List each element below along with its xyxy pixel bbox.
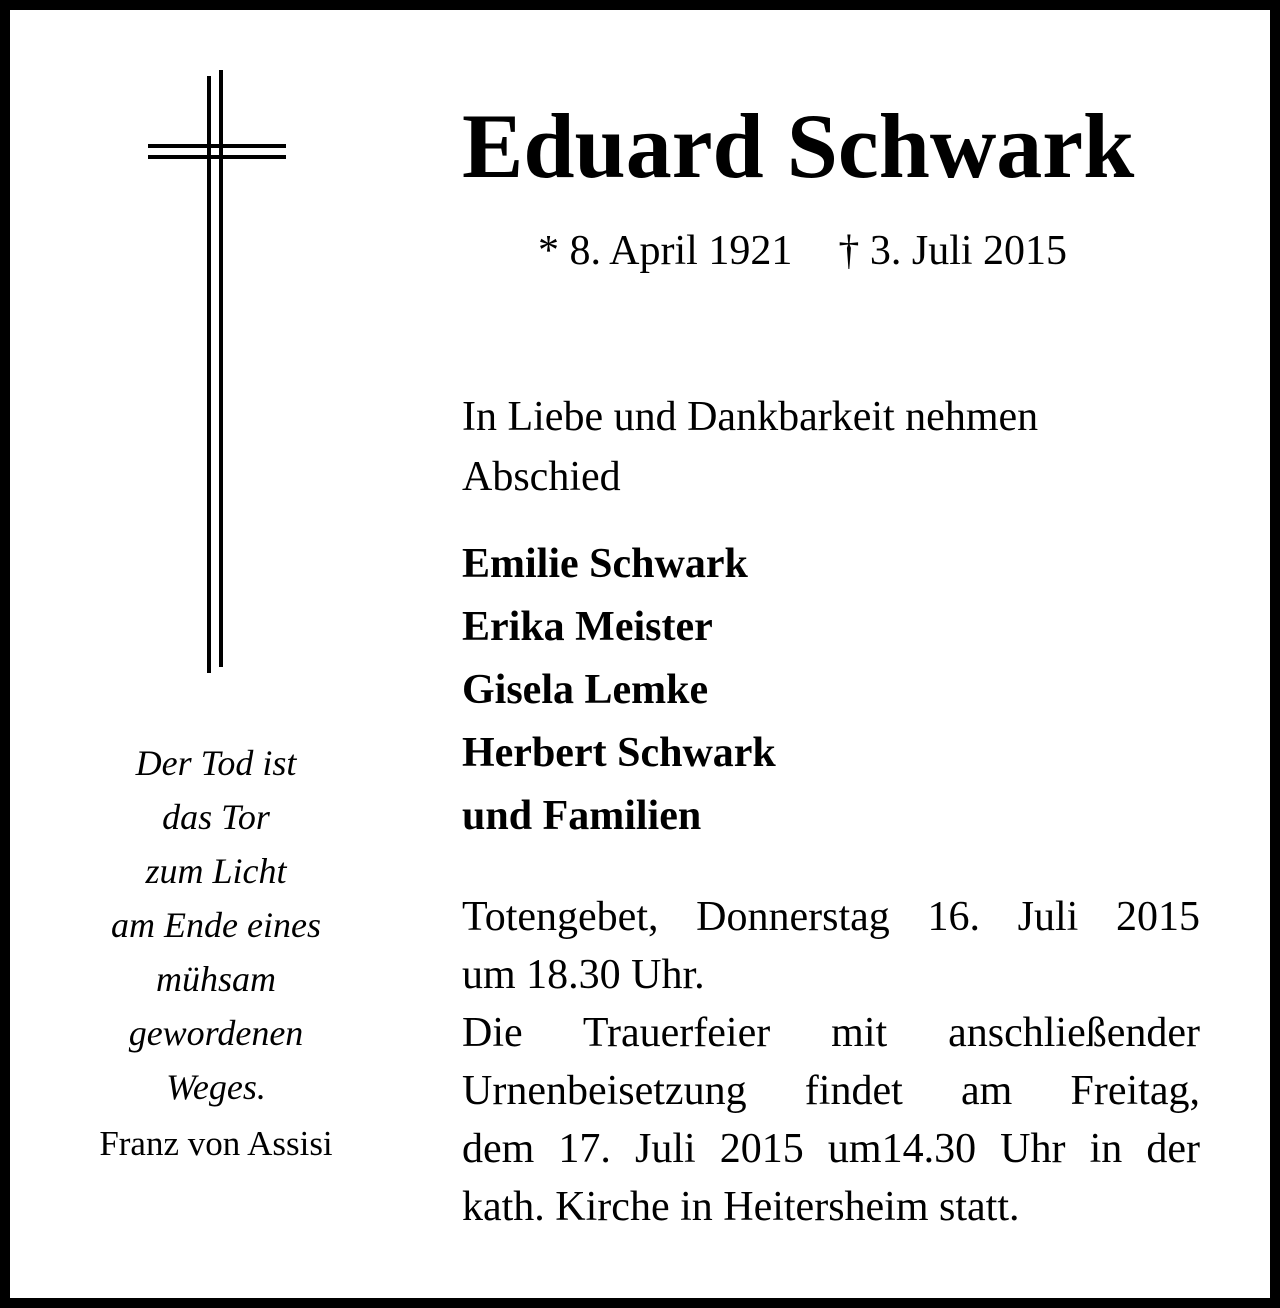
service-line: Die Trauerfeier mit anschließender (462, 1010, 1200, 1056)
deceased-name: Eduard Schwark (462, 95, 1135, 197)
farewell-line: Abschied (462, 454, 621, 500)
quote-line: Der Tod ist (135, 743, 297, 783)
mourners-list (462, 533, 776, 848)
farewell-line: In Liebe und Dankbarkeit nehmen (462, 394, 1039, 440)
death-date: † 3. Juli 2015 (838, 228, 1068, 274)
quote-line: mühsam (155, 959, 276, 999)
service-line: um 18.30 Uhr. (462, 952, 705, 998)
life-dates (538, 226, 1067, 276)
quote-author: Franz von Assisi (99, 1124, 333, 1163)
service-line: Urnenbeisetzung findet am Freitag, (462, 1068, 1200, 1114)
mourner-name: Herbert Schwark (462, 730, 776, 776)
mourner-name: Gisela Lemke (462, 667, 709, 713)
service-line: kath. Kirche in Heitersheim statt. (462, 1184, 1020, 1230)
quote-line: gewordenen (128, 1013, 304, 1053)
quote-line: das Tor (162, 797, 270, 837)
service-line: Totengebet, Donnerstag 16. Juli 2015 (462, 894, 1200, 940)
service-details (462, 888, 1200, 1236)
quote-line: zum Licht (145, 851, 287, 891)
mourner-name: und Familien (462, 793, 702, 839)
mourner-name: Emilie Schwark (462, 541, 748, 587)
mourner-name: Erika Meister (462, 604, 713, 650)
birth-date: * 8. April 1921 (538, 228, 793, 274)
quote-line: Weges. (166, 1067, 266, 1107)
quote-line: am Ende eines (111, 905, 321, 945)
service-line: dem 17. Juli 2015 um14.30 Uhr in der (462, 1126, 1200, 1172)
farewell-text (462, 387, 1202, 507)
quote (60, 736, 372, 1114)
